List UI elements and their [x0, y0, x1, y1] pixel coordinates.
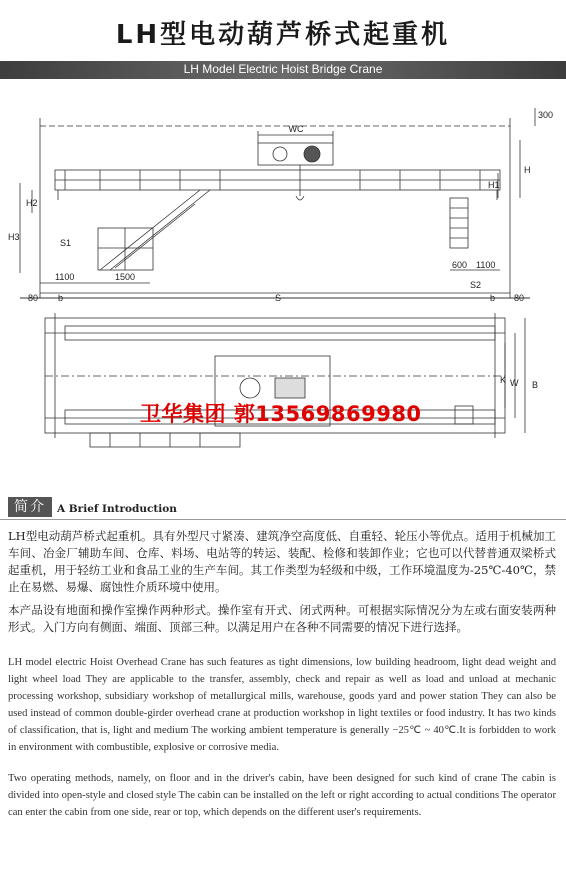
right-ladder — [450, 198, 468, 248]
section-title: A Brief Introduction — [57, 503, 177, 515]
plan-ladder — [455, 406, 473, 424]
dim-w: W — [510, 378, 519, 388]
dim-300: 300 — [538, 110, 554, 120]
subtitle-bar — [0, 61, 566, 79]
plan-cabin — [90, 433, 240, 447]
page-title: LH型电动葫芦桥式起重机 — [115, 20, 451, 50]
dim-h: H — [524, 165, 531, 175]
dim-1100-left: 1100 — [55, 272, 75, 282]
dim-80-right: 80 — [514, 293, 525, 303]
ladder — [100, 190, 200, 270]
dim-h2: H2 — [26, 198, 38, 208]
watermark-contact: 卫华集团 郭13569869980 — [140, 402, 422, 426]
dim-s2: S2 — [470, 280, 482, 290]
dim-b-left: b — [58, 293, 64, 303]
cn-paragraph-2: 本产品设有地面和操作室操作两种形式。操作室有开式、闭式两种。可根据实际情况分为左或右面安装两种形式。入门方向有侧面、端面、顶部三种。以满足用户在各种不同需要的情况下进行选择。 — [8, 603, 556, 634]
dim-1500: 1500 — [115, 272, 136, 282]
dim-s: S — [275, 293, 282, 303]
dim-wc: WC — [288, 124, 304, 134]
en-paragraph-1: LH model electric Hoist Overhead Crane has such features as tight dimensions, low building headroom, light dead weight and light wheel load They are applicable to the transfer, assembly, check and repair as well as load and unload at mechanic processing workshop, subsidiary workshop of metallurgical mills, warehouse, goods yard and power station They can also be used instead of common double-girder overhead crane at production workshop in light textiles or food industry. It has two kinds of classification, that is, light and medium The working ambient temperature is generally −25℃ ~ 40℃.It is forbidden to work in environment with combustible, explosive or corrosive media. — [8, 657, 556, 753]
dim-b: B — [532, 380, 539, 390]
cn-paragraph-1: LH型电动葫芦桥式起重机。具有外型尺寸紧凑、建筑净空高度低、自重轻、轮压小等优点。适用于机械加工车间、冶金厂辅助车间、仓库、料场、电站等的转运、装配、检修和装卸作业；它也可以代替普通双梁桥式起重机，用于轻纺工业和食品工业的生产车间。其工作类型为轻级和中级，工作环境温度为-25℃-40℃，禁止在易燃、易爆、腐蚀性介质环境中使用。 — [8, 529, 556, 594]
hook — [296, 196, 304, 200]
dim-1100-right: 1100 — [476, 260, 496, 270]
page-subtitle: LH Model Electric Hoist Bridge Crane — [183, 62, 383, 76]
dim-h1: H1 — [488, 180, 500, 190]
dim-k: K — [500, 375, 507, 385]
hoist-trolley — [258, 143, 333, 165]
dim-h3: H3 — [8, 232, 20, 242]
en-paragraph-2: Two operating methods, namely, on floor and in the driver's cabin, have been designed for such kind of crane The cabin is divided into open-style and closed style The cabin can be installed on the left or right according to actual conditions The operator can enter the cabin from one side, rear or top, which depends on the different user's requirements. — [8, 773, 556, 818]
dim-80-left: 80 — [28, 293, 39, 303]
dim-600: 600 — [452, 260, 468, 270]
crane-technical-drawing — [0, 88, 566, 493]
dim-b-right: b — [490, 293, 496, 303]
section-tag: 简介 — [8, 497, 52, 517]
hoist-motor — [273, 147, 287, 161]
hoist-drum — [304, 146, 320, 162]
section-divider — [0, 519, 566, 520]
dim-s1: S1 — [60, 238, 72, 248]
